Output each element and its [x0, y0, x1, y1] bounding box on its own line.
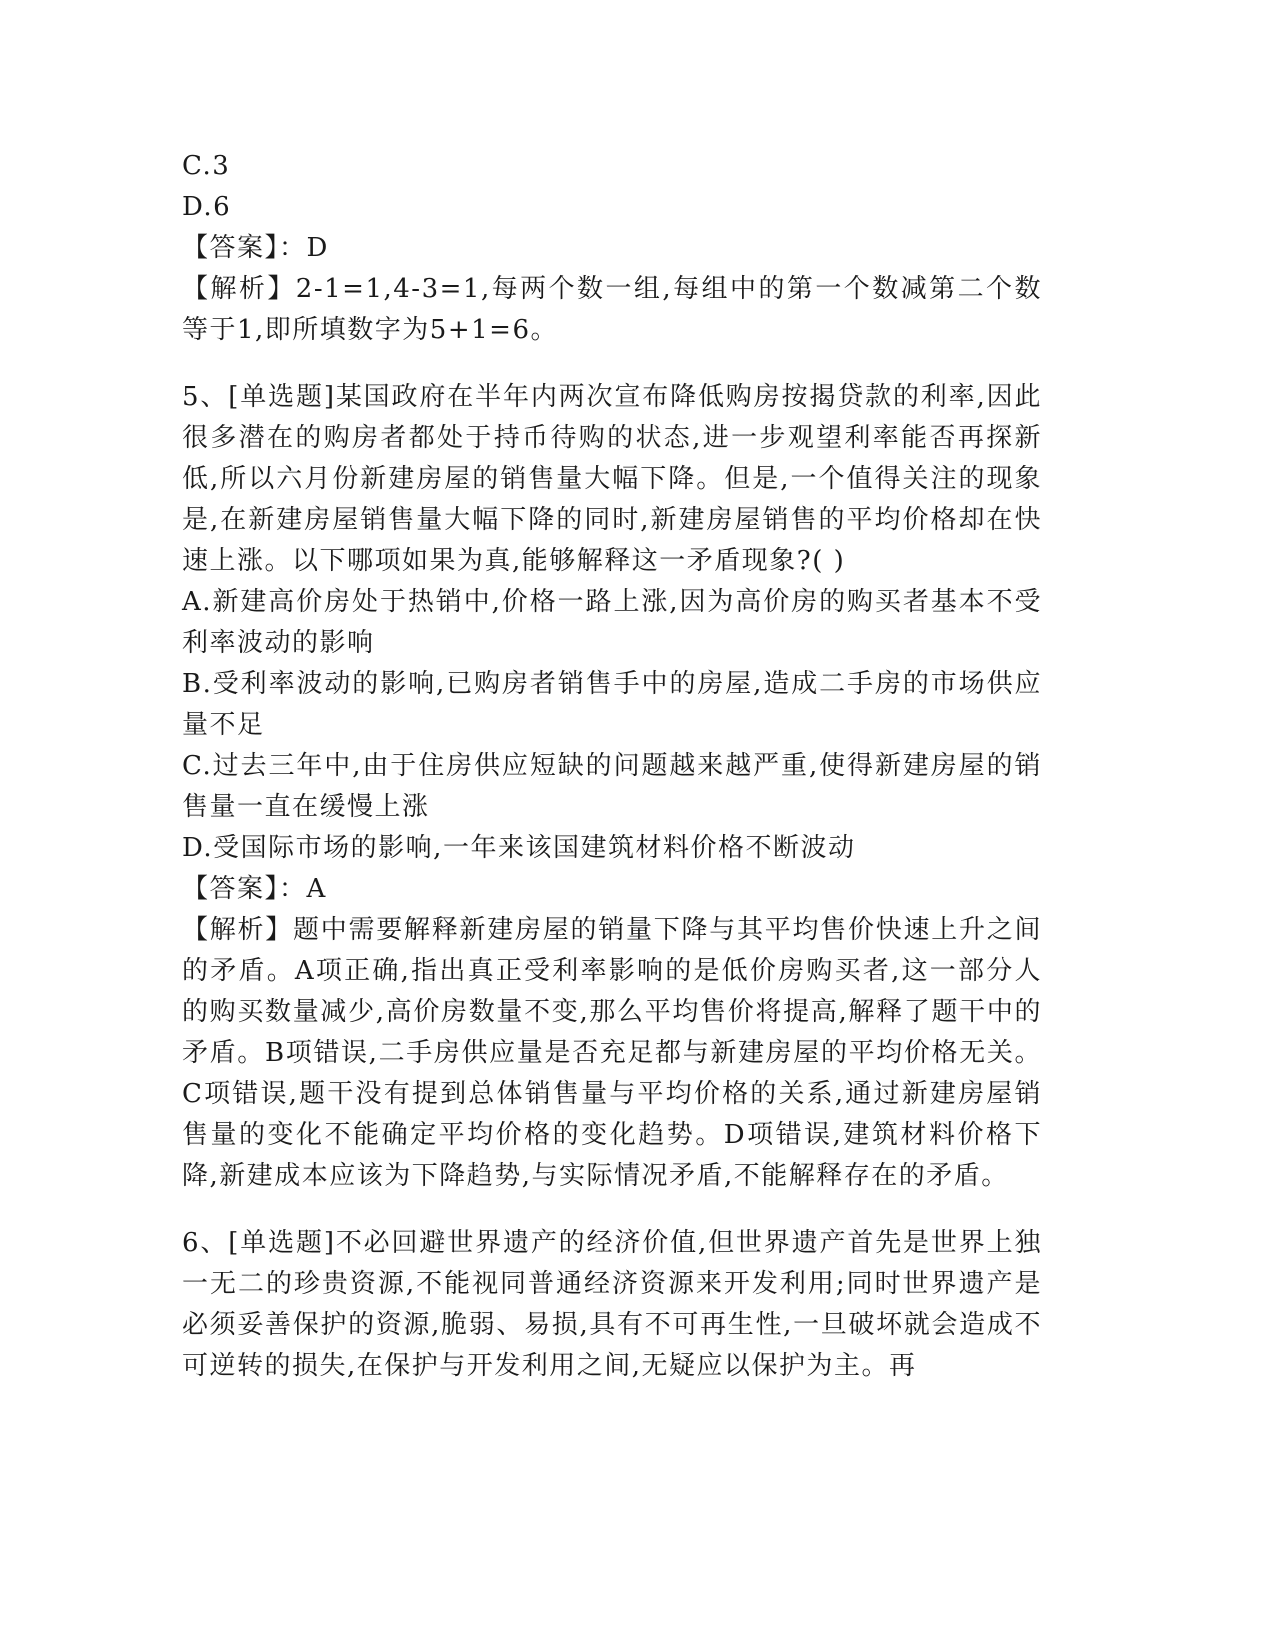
spacer — [182, 1197, 1042, 1223]
question-stem: 5、[单选题]某国政府在半年内两次宣布降低购房按揭贷款的利率,因此很多潜在的购房者都处于持币待购的状态,进一步观望利率能否再探新低,所以六月份新建房屋的销售量大幅下降。但是,一个值得关注的现象是,在新建房屋销售量大幅下降的同时,新建房屋销售的平均价格却在快速上涨。以下哪项如果为真,能够解释这一矛盾现象?( ) — [182, 382, 1042, 576]
question-6 — [182, 1223, 1042, 1387]
option-c: C.过去三年中,由于住房供应短缺的问题越来越严重,使得新建房屋的销售量一直在缓慢上涨 — [182, 751, 1042, 822]
previous-question-tail — [182, 146, 1042, 351]
option-d: D.6 — [182, 192, 232, 222]
option-d: D.受国际市场的影响,一年来该国建筑材料价格不断波动 — [182, 833, 856, 863]
analysis-paragraph: 【解析】2-1=1,4-3=1,每两个数一组,每组中的第一个数减第二个数等于1,即所填数字为5+1=6。 — [182, 274, 1042, 345]
question-stem: 6、[单选题]不必回避世界遗产的经济价值,但世界遗产首先是世界上独一无二的珍贵资源,不能视同普通经济资源来开发利用;同时世界遗产是必须妥善保护的资源,脆弱、易损,具有不可再生性,一旦破坏就会造成不可逆转的损失,在保护与开发利用之间,无疑应以保护为主。再 — [182, 1228, 1042, 1381]
option-c: C.3 — [182, 151, 231, 181]
option-a: A.新建高价房处于热销中,价格一路上涨,因为高价房的购买者基本不受利率波动的影响 — [182, 587, 1042, 658]
answer-line: 【答案】：D — [182, 233, 329, 263]
question-5 — [182, 377, 1042, 1197]
analysis-paragraph: 【解析】题中需要解释新建房屋的销量下降与其平均售价快速上升之间的矛盾。A项正确,指出真正受利率影响的是低价房购买者,这一部分人的购买数量减少,高价房数量不变,那么平均售价将提高,解释了题干中的矛盾。B项错误,二手房供应量是否充足都与新建房屋的平均价格无关。C项错误,题干没有提到总体销售量与平均价格的关系,通过新建房屋销售量的变化不能确定平均价格的变化趋势。D项错误,建筑材料价格下降,新建成本应该为下降趋势,与实际情况矛盾,不能解释存在的矛盾。 — [182, 915, 1042, 1191]
document-body — [182, 146, 1042, 1387]
spacer — [182, 351, 1042, 377]
option-b: B.受利率波动的影响,已购房者销售手中的房屋,造成二手房的市场供应量不足 — [182, 669, 1042, 740]
answer-line: 【答案】：A — [182, 874, 327, 904]
